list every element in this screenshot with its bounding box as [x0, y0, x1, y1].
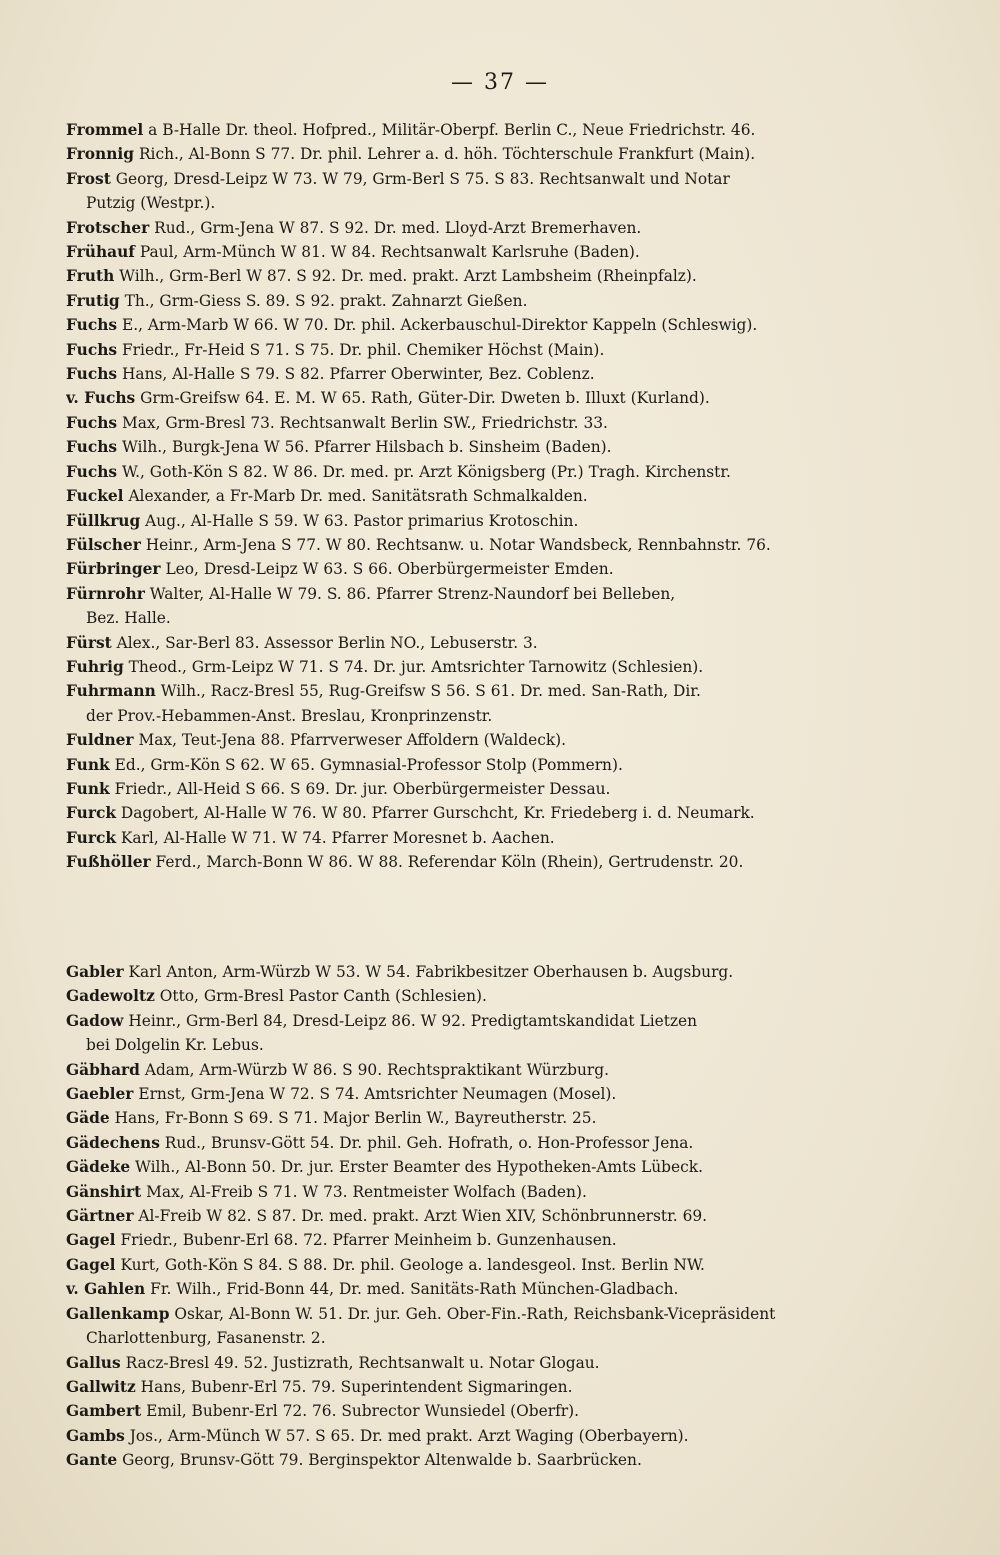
directory-entry: [66, 1058, 946, 1082]
directory-entry: [66, 679, 946, 703]
directory-entry: [66, 1155, 946, 1179]
entry-details: Adam, Arm-Würzb W 86. S 90. Rechtspraktikant Würzburg.: [144, 1060, 610, 1079]
directory-entry: [66, 289, 946, 313]
entry-details: Georg, Brunsv-Gött 79. Berginspektor Altenwalde b. Saarbrücken.: [122, 1451, 642, 1470]
directory-entry: [66, 557, 946, 581]
entry-surname: Gagel: [66, 1231, 116, 1250]
directory-entry: [66, 460, 946, 484]
entry-details: Karl, Al-Halle W 71. W 74. Pfarrer Moresnet b. Aachen.: [120, 828, 555, 847]
entry-surname: Frühauf: [66, 243, 135, 262]
entry-details: Theod., Grm-Leipz W 71. S 74. Dr. jur. Amtsrichter Tarnowitz (Schlesien).: [128, 657, 704, 676]
entry-surname: Gagel: [66, 1255, 116, 1274]
directory-entry: [66, 411, 946, 435]
entry-details: Wilh., Racz-Bresl 55, Rug-Greifsw S 56. S 61. Dr. med. San-Rath, Dir.: [160, 682, 701, 701]
entry-surname: Furck: [66, 828, 116, 847]
directory-entry: [66, 1180, 946, 1204]
entry-details: Karl Anton, Arm-Würzb W 53. W 54. Fabrikbesitzer Oberhausen b. Augsburg.: [128, 963, 734, 981]
entry-surname: Fürbringer: [66, 560, 161, 579]
directory-entry: [66, 1424, 946, 1448]
entry-details: Max, Grm-Bresl 73. Rechtsanwalt Berlin SW., Friedrichstr. 33.: [121, 413, 608, 432]
entry-details: Dagobert, Al-Halle W 76. W 80. Pfarrer Gurschcht, Kr. Friedeberg i. d. Neumark.: [120, 804, 755, 823]
directory-entry: [66, 1399, 946, 1423]
directory-entry: [66, 1302, 946, 1326]
entry-surname: Gambs: [66, 1426, 125, 1445]
entry-details: Ed., Grm-Kön S 62. W 65. Gymnasial-Professor Stolp (Pommern).: [114, 755, 623, 774]
entry-details: Leo, Dresd-Leipz W 63. S 66. Oberbürgermeister Emden.: [165, 560, 614, 579]
entry-surname: v. Gahlen: [66, 1280, 146, 1299]
entry-surname: Gallenkamp: [66, 1304, 170, 1323]
entry-surname: Gadow: [66, 1011, 124, 1030]
directory-entry: [66, 338, 946, 362]
directory-entry: [66, 753, 946, 777]
entry-details: Wilh., Grm-Berl W 87. S 92. Dr. med. prakt. Arzt Lambsheim (Rheinpfalz).: [119, 267, 697, 286]
entry-details: a B-Halle Dr. theol. Hofpred., Militär-Oberpf. Berlin C., Neue Friedrichstr. 46.: [148, 121, 756, 139]
entry-surname: Fußhöller: [66, 853, 151, 872]
directory-entry: [66, 801, 946, 825]
entry-details: Hans, Fr-Bonn S 69. S 71. Major Berlin W., Bayreutherstr. 25.: [114, 1109, 597, 1128]
section-f-entries: [66, 118, 946, 875]
directory-entry: [66, 1375, 946, 1399]
entry-surname: Frommel: [66, 121, 144, 139]
entry-surname: Fürst: [66, 633, 112, 652]
entry-surname: Fuchs: [66, 462, 118, 481]
directory-entry: [66, 655, 946, 679]
entry-surname: Fuhrig: [66, 657, 124, 676]
entry-surname: Gäbhard: [66, 1060, 140, 1079]
entry-details: Racz-Bresl 49. 52. Justizrath, Rechtsanwalt u. Notar Glogau.: [125, 1353, 600, 1372]
entry-surname: Fuchs: [66, 438, 118, 457]
entry-details: Hans, Bubenr-Erl 75. 79. Superintendent Sigmaringen.: [140, 1377, 573, 1396]
entry-details: Ferd., March-Bonn W 86. W 88. Referendar Köln (Rhein), Gertrudenstr. 20.: [155, 853, 744, 872]
directory-entry: [66, 533, 946, 557]
entry-details: Alex., Sar-Berl 83. Assessor Berlin NO., Lebuserstr. 3.: [116, 633, 538, 652]
entry-surname: Gadewoltz: [66, 987, 155, 1006]
entry-surname: Fuchs: [66, 316, 118, 335]
directory-entry: [66, 1009, 946, 1033]
entry-surname: Fronnig: [66, 145, 135, 164]
directory-entry: [66, 1253, 946, 1277]
entry-surname: Gädeke: [66, 1158, 131, 1177]
directory-entry: [66, 386, 946, 410]
directory-entry: [66, 1277, 946, 1301]
directory-entry: [66, 850, 946, 874]
entry-details: W., Goth-Kön S 82. W 86. Dr. med. pr. Arzt Königsberg (Pr.) Tragh. Kirchenstr.: [121, 462, 731, 481]
entry-surname: Gaebler: [66, 1085, 134, 1104]
entry-surname: Funk: [66, 779, 110, 798]
entry-surname: Gallwitz: [66, 1377, 136, 1396]
entry-details: Heinr., Arm-Jena S 77. W 80. Rechtsanw. u. Notar Wandsbeck, Rennbahnstr. 76.: [145, 535, 771, 554]
entry-details: Bez. Halle.: [86, 609, 171, 628]
entry-surname: Gänshirt: [66, 1182, 142, 1201]
entry-details: Jos., Arm-Münch W 57. S 65. Dr. med prakt. Arzt Waging (Oberbayern).: [129, 1426, 689, 1445]
entry-details: Walter, Al-Halle W 79. S. 86. Pfarrer Strenz-Naundorf bei Belleben,: [149, 584, 676, 603]
entry-details: Ernst, Grm-Jena W 72. S 74. Amtsrichter Neumagen (Mosel).: [138, 1085, 617, 1104]
directory-entry: [66, 362, 946, 386]
page-number: — 37 —: [451, 70, 549, 95]
directory-entry: [66, 728, 946, 752]
entry-details: bei Dolgelin Kr. Lebus.: [86, 1036, 264, 1055]
entry-surname: Fürnrohr: [66, 584, 145, 603]
entry-details: Friedr., Bubenr-Erl 68. 72. Pfarrer Meinheim b. Gunzenhausen.: [120, 1231, 617, 1250]
directory-entry: [66, 984, 946, 1008]
entry-details: Oskar, Al-Bonn W. 51. Dr. jur. Geh. Ober-Fin.-Rath, Reichsbank-Vicepräsident: [174, 1304, 776, 1323]
directory-entry: [66, 1448, 946, 1472]
entry-details: Alexander, a Fr-Marb Dr. med. Sanitätsrath Schmalkalden.: [128, 487, 588, 506]
entry-surname: Fülscher: [66, 535, 141, 554]
section-g-entries: [66, 960, 946, 1473]
entry-surname: Fuckel: [66, 487, 124, 506]
directory-entry: [66, 167, 946, 191]
entry-surname: Fuchs: [66, 365, 118, 384]
entry-surname: v. Fuchs: [66, 389, 136, 408]
entry-details: Fr. Wilh., Frid-Bonn 44, Dr. med. Sanitäts-Rath München-Gladbach.: [150, 1280, 679, 1299]
directory-entry: [66, 704, 946, 728]
entry-details: Th., Grm-Giess S. 89. S 92. prakt. Zahnarzt Gießen.: [124, 291, 528, 310]
directory-entry: [66, 1204, 946, 1228]
directory-entry: [66, 484, 946, 508]
directory-entry: [66, 826, 946, 850]
directory-entry: [66, 582, 946, 606]
entry-details: Georg, Dresd-Leipz W 73. W 79, Grm-Berl S 75. S 83. Rechtsanwalt und Notar: [115, 169, 730, 188]
entry-details: der Prov.-Hebammen-Anst. Breslau, Kronprinzenstr.: [86, 706, 493, 725]
directory-entry: [66, 142, 946, 166]
entry-details: Emil, Bubenr-Erl 72. 76. Subrector Wunsiedel (Oberfr).: [146, 1402, 580, 1421]
entry-details: Wilh., Burgk-Jena W 56. Pfarrer Hilsbach b. Sinsheim (Baden).: [121, 438, 612, 457]
directory-entry: [66, 960, 946, 984]
entry-surname: Gärtner: [66, 1207, 134, 1226]
directory-entry: [66, 1228, 946, 1252]
entry-details: Putzig (Westpr.).: [86, 194, 216, 213]
directory-entry: [66, 1106, 946, 1130]
entry-details: Friedr., All-Heid S 66. S 69. Dr. jur. Oberbürgermeister Dessau.: [114, 779, 611, 798]
entry-details: Al-Freib W 82. S 87. Dr. med. prakt. Arzt Wien XIV, Schönbrunnerstr. 69.: [138, 1207, 708, 1226]
entry-details: Rich., Al-Bonn S 77. Dr. phil. Lehrer a. d. höh. Töchterschule Frankfurt (Main).: [138, 145, 756, 164]
entry-details: Paul, Arm-Münch W 81. W 84. Rechtsanwalt Karlsruhe (Baden).: [139, 243, 640, 262]
directory-entry: [66, 631, 946, 655]
directory-entry: [66, 1131, 946, 1155]
entry-details: Charlottenburg, Fasanenstr. 2.: [86, 1329, 326, 1348]
directory-entry: [66, 240, 946, 264]
entry-surname: Frost: [66, 169, 111, 188]
entry-surname: Funk: [66, 755, 110, 774]
directory-entry: [66, 1082, 946, 1106]
entry-details: Grm-Greifsw 64. E. M. W 65. Rath, Güter-Dir. Dweten b. Illuxt (Kurland).: [140, 389, 710, 408]
entry-details: Max, Teut-Jena 88. Pfarrverweser Affoldern (Waldeck).: [138, 731, 567, 750]
entry-surname: Fuhrmann: [66, 682, 156, 701]
entry-surname: Fuchs: [66, 413, 118, 432]
directory-entry: [66, 777, 946, 801]
entry-details: Otto, Grm-Bresl Pastor Canth (Schlesien).: [159, 987, 487, 1006]
entry-details: Kurt, Goth-Kön S 84. S 88. Dr. phil. Geologe a. landesgeol. Inst. Berlin NW.: [120, 1255, 705, 1274]
entry-surname: Frotscher: [66, 218, 150, 237]
entry-details: Rud., Grm-Jena W 87. S 92. Dr. med. Lloyd-Arzt Bremerhaven.: [154, 218, 642, 237]
directory-entry: [66, 435, 946, 459]
directory-entry: [66, 313, 946, 337]
entry-surname: Gäde: [66, 1109, 110, 1128]
entry-surname: Gambert: [66, 1402, 142, 1421]
directory-entry: [66, 118, 946, 142]
entry-details: Hans, Al-Halle S 79. S 82. Pfarrer Oberwinter, Bez. Coblenz.: [121, 365, 595, 384]
entry-details: Heinr., Grm-Berl 84, Dresd-Leipz 86. W 92. Predigtamtskandidat Lietzen: [128, 1011, 698, 1030]
directory-entry: [66, 606, 946, 630]
directory-entry: [66, 509, 946, 533]
entry-surname: Frutig: [66, 291, 120, 310]
entry-surname: Gallus: [66, 1353, 121, 1372]
entry-surname: Furck: [66, 804, 116, 823]
entry-details: Rud., Brunsv-Gött 54. Dr. phil. Geh. Hofrath, o. Hon-Professor Jena.: [164, 1133, 694, 1152]
directory-entry: [66, 264, 946, 288]
directory-entry: [66, 216, 946, 240]
entry-surname: Fruth: [66, 267, 115, 286]
entry-surname: Fuchs: [66, 340, 118, 359]
entry-details: E., Arm-Marb W 66. W 70. Dr. phil. Ackerbauschul-Direktor Kappeln (Schleswig).: [121, 316, 758, 335]
entry-details: Max, Al-Freib S 71. W 73. Rentmeister Wolfach (Baden).: [146, 1182, 587, 1201]
entry-surname: Gante: [66, 1451, 118, 1470]
entry-surname: Fuldner: [66, 731, 134, 750]
entry-surname: Füllkrug: [66, 511, 141, 530]
directory-entry: [66, 1351, 946, 1375]
entry-surname: Gabler: [66, 963, 124, 981]
entry-details: Aug., Al-Halle S 59. W 63. Pastor primarius Krotoschin.: [145, 511, 579, 530]
directory-entry: [66, 191, 946, 215]
entry-details: Wilh., Al-Bonn 50. Dr. jur. Erster Beamter des Hypotheken-Amts Lübeck.: [135, 1158, 703, 1177]
directory-entry: [66, 1033, 946, 1057]
entry-surname: Gädechens: [66, 1133, 160, 1152]
directory-entry: [66, 1326, 946, 1350]
entry-details: Friedr., Fr-Heid S 71. S 75. Dr. phil. Chemiker Höchst (Main).: [121, 340, 605, 359]
